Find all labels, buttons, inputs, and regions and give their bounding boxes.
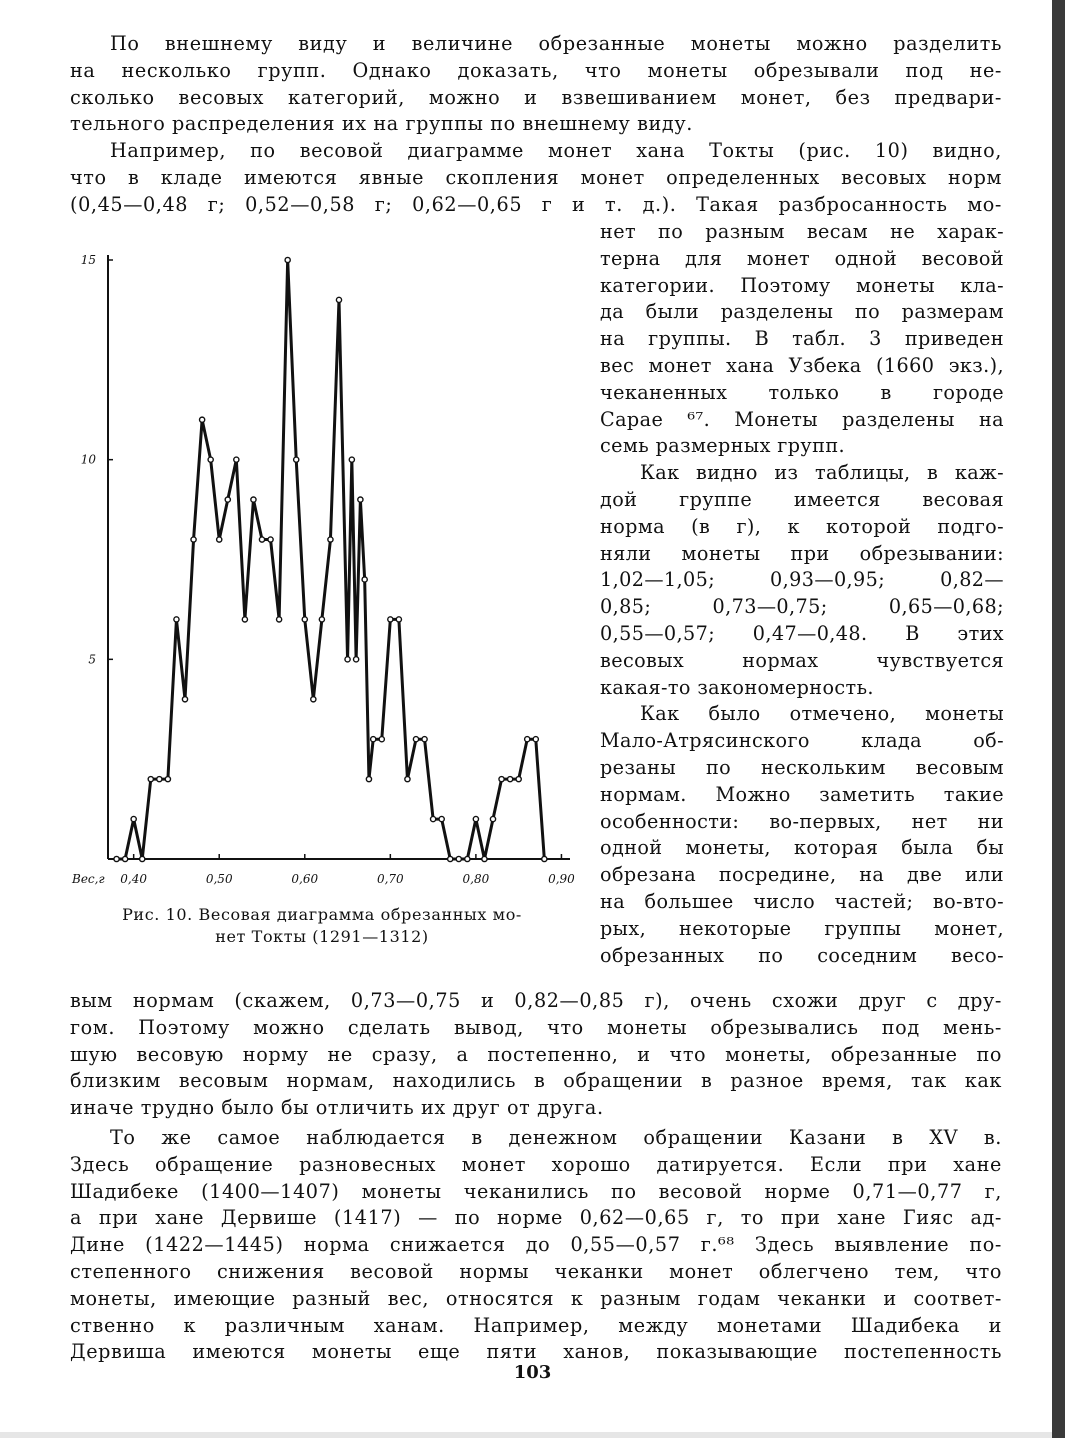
data-point bbox=[200, 417, 205, 422]
text-line: монеты, имеющие разный вес, относятся к разным годам чеканки и соответ- bbox=[70, 1286, 1002, 1310]
text-line: шую весовую норму не сразу, а постепенно, и что монеты, обрезанные по bbox=[70, 1042, 1002, 1066]
text-line: резаны по нескольким весовым bbox=[600, 755, 1004, 779]
data-point bbox=[439, 816, 444, 821]
text-line: Сарае ⁶⁷. Монеты разделены на bbox=[600, 407, 1004, 431]
data-point bbox=[165, 777, 170, 782]
data-point bbox=[422, 737, 427, 742]
text-line: одной монеты, которая была бы bbox=[600, 836, 1004, 860]
data-point bbox=[490, 816, 495, 821]
x-tick-label: 0,90 bbox=[548, 872, 575, 886]
x-tick-label: 0,50 bbox=[205, 872, 233, 886]
text-line: на группы. В табл. 3 приведен bbox=[600, 327, 1004, 351]
data-point bbox=[516, 777, 521, 782]
column-text bbox=[600, 219, 1004, 969]
x-tick-label: 0,60 bbox=[291, 872, 319, 886]
data-point bbox=[431, 816, 436, 821]
y-tick-label: 5 bbox=[88, 652, 96, 667]
text-line: особенности: во-первых, нет ни bbox=[600, 809, 1004, 833]
x-tick-label: 0,70 bbox=[376, 872, 404, 886]
data-point bbox=[302, 617, 307, 622]
data-point bbox=[456, 856, 461, 861]
y-tick-label: 15 bbox=[80, 253, 96, 267]
data-point bbox=[182, 697, 187, 702]
paragraph-3-tail bbox=[70, 988, 1002, 1122]
data-point bbox=[251, 497, 256, 502]
data-point bbox=[499, 777, 504, 782]
data-point bbox=[114, 856, 119, 861]
data-point bbox=[362, 577, 367, 582]
data-point bbox=[349, 457, 354, 462]
text-line: гом. Поэтому можно сделать вывод, что монеты обрезывались под мень- bbox=[70, 1015, 1002, 1039]
data-point bbox=[354, 657, 359, 662]
data-point bbox=[285, 257, 290, 262]
series-points bbox=[114, 257, 547, 861]
data-point bbox=[123, 856, 128, 861]
data-point bbox=[525, 737, 530, 742]
data-point bbox=[217, 537, 222, 542]
data-point bbox=[225, 497, 230, 502]
data-point bbox=[336, 297, 341, 302]
data-point bbox=[242, 617, 247, 622]
text-line: категории. Поэтому монеты кла- bbox=[600, 273, 1004, 297]
text-line: 0,85; 0,73—0,75; 0,65—0,68; bbox=[600, 595, 1004, 619]
data-point bbox=[388, 617, 393, 622]
text-line: обрезана посредине, на две или bbox=[600, 863, 1004, 887]
text-line: на большее число частей; во-вто- bbox=[600, 889, 1004, 913]
caption-line: нет Токты (1291—1312) bbox=[215, 927, 429, 946]
data-point bbox=[405, 777, 410, 782]
data-point bbox=[140, 856, 145, 861]
data-point bbox=[508, 777, 513, 782]
data-point bbox=[191, 537, 196, 542]
text-line: вес монет хана Узбека (1660 экз.), bbox=[600, 353, 1004, 377]
page-edge-right bbox=[1052, 0, 1065, 1438]
text-line: няли монеты при обрезывании: bbox=[600, 541, 1004, 565]
text-line: тельного распределения их на группы по внешнему виду. bbox=[70, 112, 693, 136]
paragraph-1 bbox=[70, 31, 1002, 138]
text-line: семь размерных групп. bbox=[600, 434, 846, 458]
data-point bbox=[268, 537, 273, 542]
text-line: обрезанных по соседним весо- bbox=[600, 943, 1004, 967]
data-point bbox=[533, 737, 538, 742]
paragraph-4 bbox=[70, 1125, 1002, 1366]
data-point bbox=[473, 816, 478, 821]
figure-caption bbox=[72, 904, 572, 948]
data-point bbox=[379, 737, 384, 742]
text-line: а при хане Дервише (1417) — по норме 0,62—0,65 г, то при хане Гияс ад- bbox=[70, 1206, 1002, 1230]
text-line: близким весовым нормам, находились в обращении в разное время, так как bbox=[70, 1069, 1002, 1093]
text-line: Дине (1422—1445) норма снижается до 0,55—0,57 г.⁶⁸ Здесь выявление по- bbox=[70, 1233, 1002, 1257]
text-line: весовых нормах чувствуется bbox=[600, 648, 1004, 672]
text-line: 1,02—1,05; 0,93—0,95; 0,82— bbox=[600, 568, 1004, 592]
text-line: Здесь обращение разновесных монет хорошо датируется. Если при хане bbox=[70, 1152, 1002, 1176]
data-point bbox=[277, 617, 282, 622]
text-line: вым нормам (скажем, 0,73—0,75 и 0,82—0,85 г), очень схожи друг с дру- bbox=[70, 989, 1002, 1012]
data-point bbox=[148, 777, 153, 782]
text-line: дой группе имеется весовая bbox=[600, 487, 1004, 511]
text-line: (0,45—0,48 г; 0,52—0,58 г; 0,62—0,65 г и т. д.). Такая разбросанность мо- bbox=[70, 192, 1002, 216]
data-point bbox=[358, 497, 363, 502]
text-line: нет по разным весам не харак- bbox=[600, 220, 1004, 243]
text-line: Как было отмечено, монеты bbox=[640, 702, 1004, 726]
text-line: что в кладе имеются явные скопления монет определенных весовых норм bbox=[70, 165, 1002, 189]
data-point bbox=[413, 737, 418, 742]
text-line: Шадибеке (1400—1407) монеты чеканились по весовой норме 0,71—0,77 г, bbox=[70, 1179, 1002, 1203]
data-point bbox=[366, 777, 371, 782]
text-line: По внешнему виду и величине обрезанные монеты можно разделить bbox=[110, 32, 1002, 55]
page-number: 103 bbox=[513, 1362, 552, 1383]
data-point bbox=[234, 457, 239, 462]
data-point bbox=[131, 816, 136, 821]
text-line: нормам. Можно заметить такие bbox=[600, 782, 1004, 806]
data-point bbox=[311, 697, 316, 702]
paragraph-2 bbox=[70, 138, 1002, 218]
text-line: ственно к различным ханам. Например, между монетами Шадибека и bbox=[70, 1313, 1002, 1337]
text-line: То же самое наблюдается в денежном обращении Казани в XV в. bbox=[110, 1126, 1002, 1149]
x-axis-label: Вес,г bbox=[72, 872, 105, 886]
data-point bbox=[542, 856, 547, 861]
caption-line: Рис. 10. Весовая диаграмма обрезанных мо- bbox=[122, 905, 522, 924]
data-point bbox=[345, 657, 350, 662]
text-line: 0,55—0,57; 0,47—0,48. В этих bbox=[600, 621, 1004, 645]
text-line: сколько весовых категорий, можно и взвешиванием монет, без предвари- bbox=[70, 85, 1002, 109]
text-line: терна для монет одной весовой bbox=[600, 246, 1004, 270]
text-line: чеканенных только в городе bbox=[600, 380, 1004, 404]
data-point bbox=[319, 617, 324, 622]
text-line: иначе трудно было бы отличить их друг от друга. bbox=[70, 1096, 604, 1120]
data-point bbox=[174, 617, 179, 622]
text-line: Например, по весовой диаграмме монет хана Токты (рис. 10) видно, bbox=[110, 139, 1002, 162]
text-line: рых, некоторые группы монет, bbox=[600, 916, 1004, 940]
data-point bbox=[465, 856, 470, 861]
text-line: Мало-Атрясинского клада об- bbox=[600, 729, 1004, 753]
text-line: какая-то закономерность. bbox=[600, 675, 874, 699]
text-line: на несколько групп. Однако доказать, что монеты обрезывали под не- bbox=[70, 58, 1002, 82]
data-point bbox=[448, 856, 453, 861]
weight-diagram-chart bbox=[70, 240, 590, 900]
text-line: Дервиша имеются монеты еще пяти ханов, показывающие постепенность bbox=[70, 1340, 1002, 1364]
text-line: Как видно из таблицы, в каж- bbox=[640, 461, 1004, 485]
data-point bbox=[259, 537, 264, 542]
page-edge-bottom bbox=[0, 1432, 1052, 1438]
x-tick-label: 0,40 bbox=[120, 872, 148, 886]
data-point bbox=[371, 737, 376, 742]
data-point bbox=[208, 457, 213, 462]
data-point bbox=[294, 457, 299, 462]
data-point bbox=[157, 777, 162, 782]
data-point bbox=[328, 537, 333, 542]
data-point bbox=[396, 617, 401, 622]
data-point bbox=[482, 856, 487, 861]
text-line: да были разделены по размерам bbox=[600, 300, 1004, 324]
text-line: степенного снижения весовой нормы чеканки монет облегчено тем, что bbox=[70, 1259, 1002, 1283]
text-line: норма (в г), к которой подго- bbox=[600, 514, 1004, 538]
x-tick-label: 0,80 bbox=[462, 872, 490, 886]
series-line bbox=[117, 260, 545, 859]
y-tick-label: 10 bbox=[80, 452, 96, 467]
